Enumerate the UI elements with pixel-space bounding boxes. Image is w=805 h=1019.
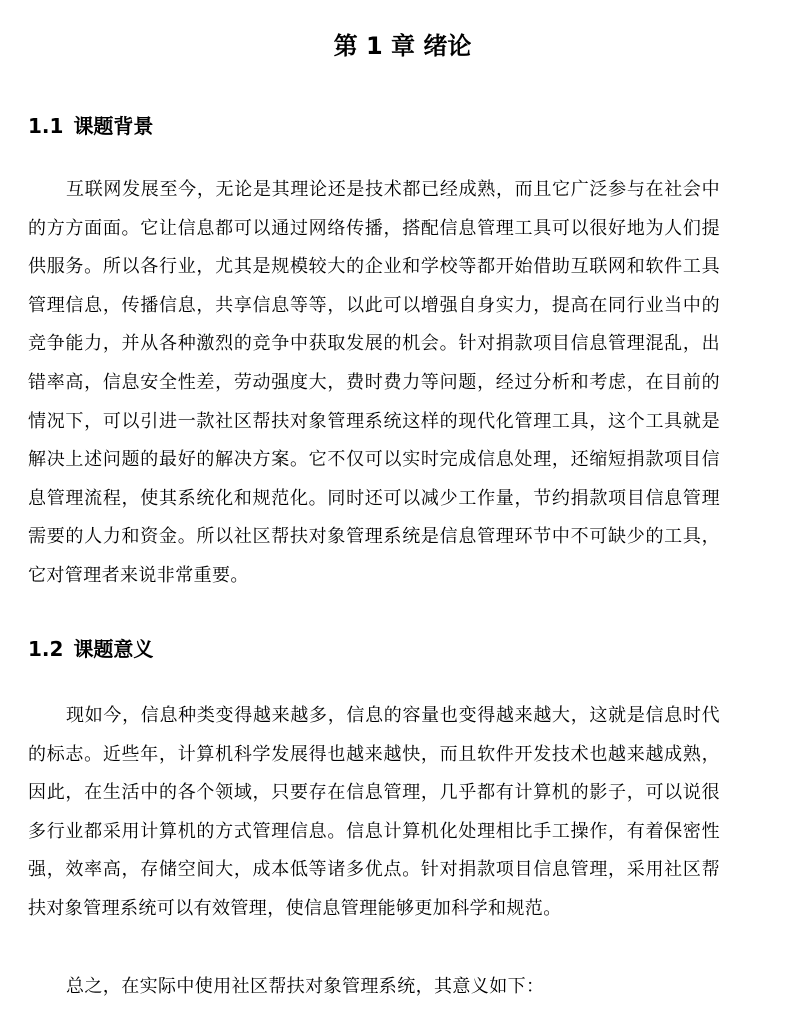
summary-paragraph: 总之，在实际中使用社区帮扶对象管理系统，其意义如下：: [66, 976, 545, 997]
section-title-text: 课题意义: [73, 637, 154, 661]
significance-paragraph: 现如今，信息种类变得越来越多，信息的容量也变得越来越大，这就是信息时代的标志。近些年，计算机科学发展得也越来越快，而且软件开发技术也越来越成熟，因此，在生活中的各个领域，只要存在信息管理，几乎都有计算机的影子，可以说很多行业都采用计算机的方式管理信息。信息计算机化处理相比手工操作，有着保密性强，效率高，存储空间大，成本低等诸多优点。针对捐款项目信息管理，采用社区帮扶对象管理系统可以有效管理，使信息管理能够更加科学和规范。: [28, 705, 720, 919]
background-paragraph: 互联网发展至今，无论是其理论还是技术都已经成熟，而且它广泛参与在社会中的方方面面。它让信息都可以通过网络传播，搭配信息管理工具可以很好地为人们提供服务。所以各行业，尤其是规模较大的企业和学校等都开始借助互联网和软件工具管理信息，传播信息，共享信息等等，以此可以增强自身实力，提高在同行业当中的竞争能力，并从各种激烈的竞争中获取发展的机会。针对捐款项目信息管理混乱，出错率高，信息安全性差，劳动强度大，费时费力等问题，经过分析和考虑，在目前的情况下，可以引进一款社区帮扶对象管理系统这样的现代化管理工具，这个工具就是解决上述问题的最好的解决方案。它不仅可以实时完成信息处理，还缩短捐款项目信息管理流程，使其系统化和规范化。同时还可以减少工作量，节约捐款项目信息管理需要的人力和资金。所以社区帮扶对象管理系统是信息管理环节中不可缺少的工具，它对管理者来说非常重要。: [28, 179, 720, 586]
section-heading-significance: [28, 634, 153, 664]
section-title-text: 课题背景: [73, 114, 154, 138]
section-heading-background: [28, 111, 153, 141]
section-number: 1.1: [28, 114, 64, 138]
section-number: 1.2: [28, 637, 64, 661]
chapter-title: 第 1 章 绪论: [333, 32, 472, 60]
